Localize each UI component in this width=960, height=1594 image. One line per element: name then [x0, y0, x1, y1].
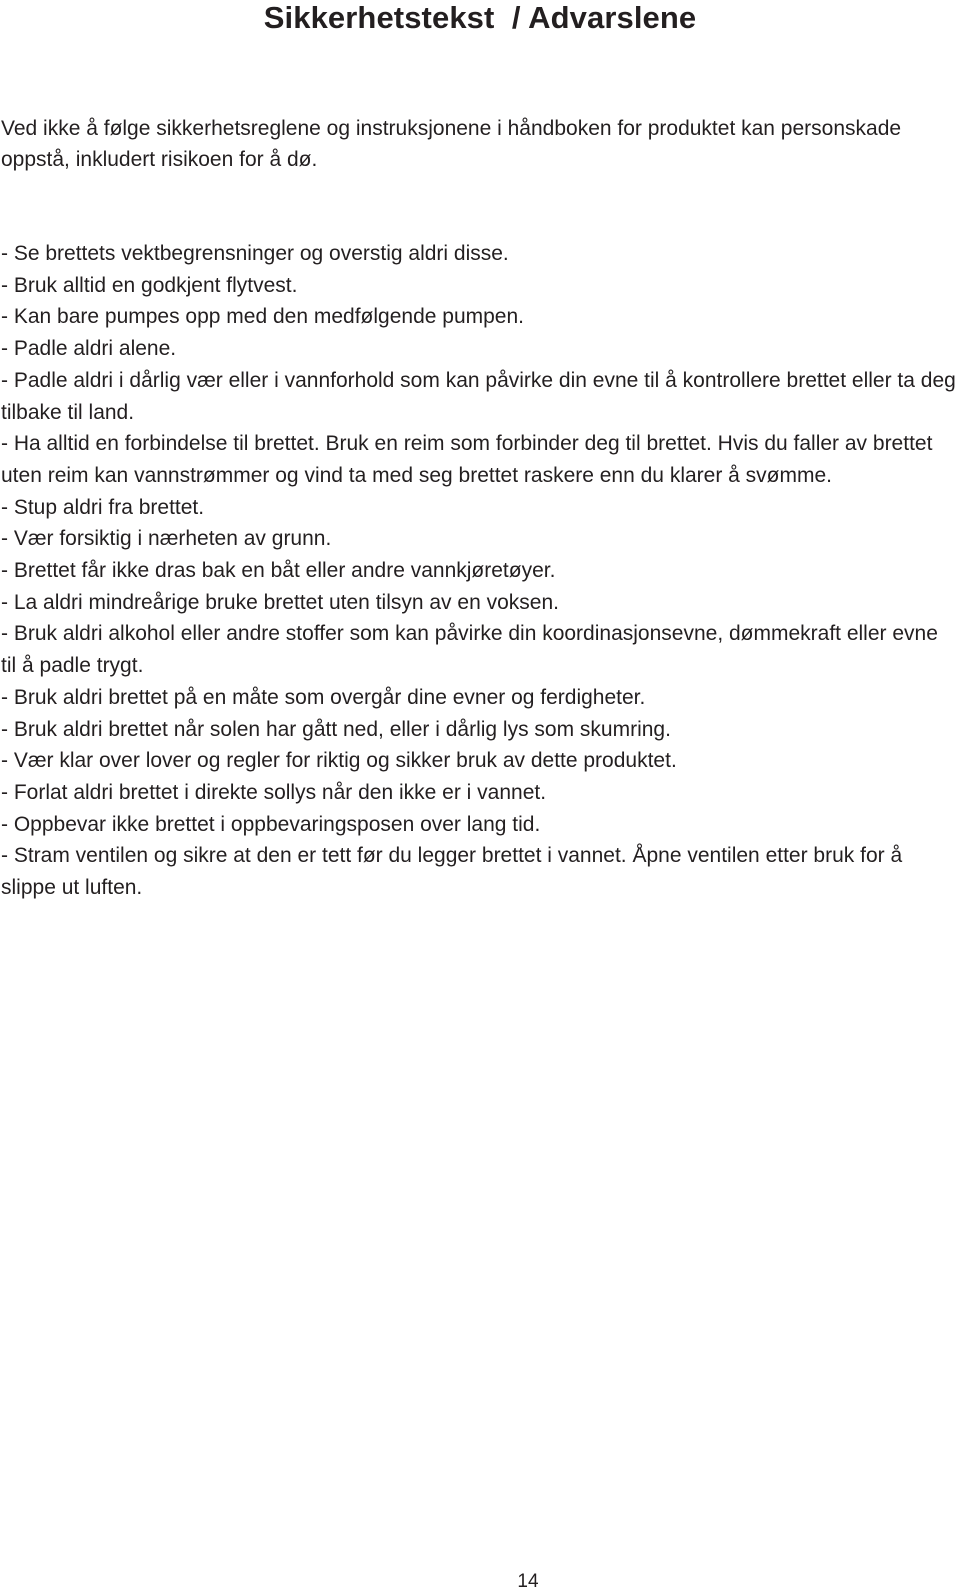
warning-item: - Padle aldri alene. — [1, 337, 177, 361]
warning-item: - Bruk aldri alkohol eller andre stoffer som kan påvirke din koordinasjonsevne, dømmekraft eller evne til å padle trygt. — [1, 622, 938, 678]
warning-item: - Padle aldri i dårlig vær eller i vannforhold som kan påvirke din evne til å kontrollere brettet eller ta deg tilbake til land. — [1, 368, 956, 424]
warning-item: - Forlat aldri brettet i direkte sollys når den ikke er i vannet. — [1, 780, 547, 804]
warning-item: - Brettet får ikke dras bak en båt eller andre vannkjøretøyer. — [1, 559, 556, 583]
warning-item: - Stram ventilen og sikre at den er tett før du legger brettet i vannet. Åpne ventilen etter bruk for å slippe ut luften. — [1, 844, 903, 900]
warning-item: - Oppbevar ikke brettet i oppbevaringsposen over lang tid. — [1, 812, 541, 836]
warning-item: - Se brettets vektbegrensninger og overstig aldri disse. — [1, 242, 509, 265]
warning-item: - Bruk aldri brettet på en måte som overgår dine evner og ferdigheter. — [1, 685, 646, 709]
warning-item: - Stup aldri fra brettet. — [1, 495, 205, 519]
warning-item: - Vær forsiktig i nærheten av grunn. — [1, 527, 332, 551]
warning-item: - Bruk aldri brettet når solen har gått ned, eller i dårlig lys som skumring. — [1, 717, 671, 741]
warning-item: - Kan bare pumpes opp med den medfølgende pumpen. — [1, 305, 525, 329]
warning-item: - Bruk alltid en godkjent flytvest. — [1, 273, 298, 297]
intro-paragraph: Ved ikke å følge sikkerhetsreglene og instruksjonene i håndboken for produktet kan personskade oppstå, inkludert risikoen for å dø. — [1, 117, 902, 171]
warning-list — [1, 238, 957, 904]
warning-item: - Vær klar over lover og regler for riktig og sikker bruk av dette produktet. — [1, 749, 677, 773]
warning-item: - La aldri mindreårige bruke brettet uten tilsyn av en voksen. — [1, 590, 559, 614]
warning-item: - Ha alltid en forbindelse til brettet. Bruk en reim som forbinder deg til brettet. Hvis du faller av brettet uten reim kan vannstrømmer og vind ta med seg brettet raskere enn du klarer å svømme. — [1, 432, 933, 487]
page-number: 14 — [517, 1571, 539, 1592]
page-title: Sikkerhetstekst / Advarslene — [263, 0, 697, 35]
